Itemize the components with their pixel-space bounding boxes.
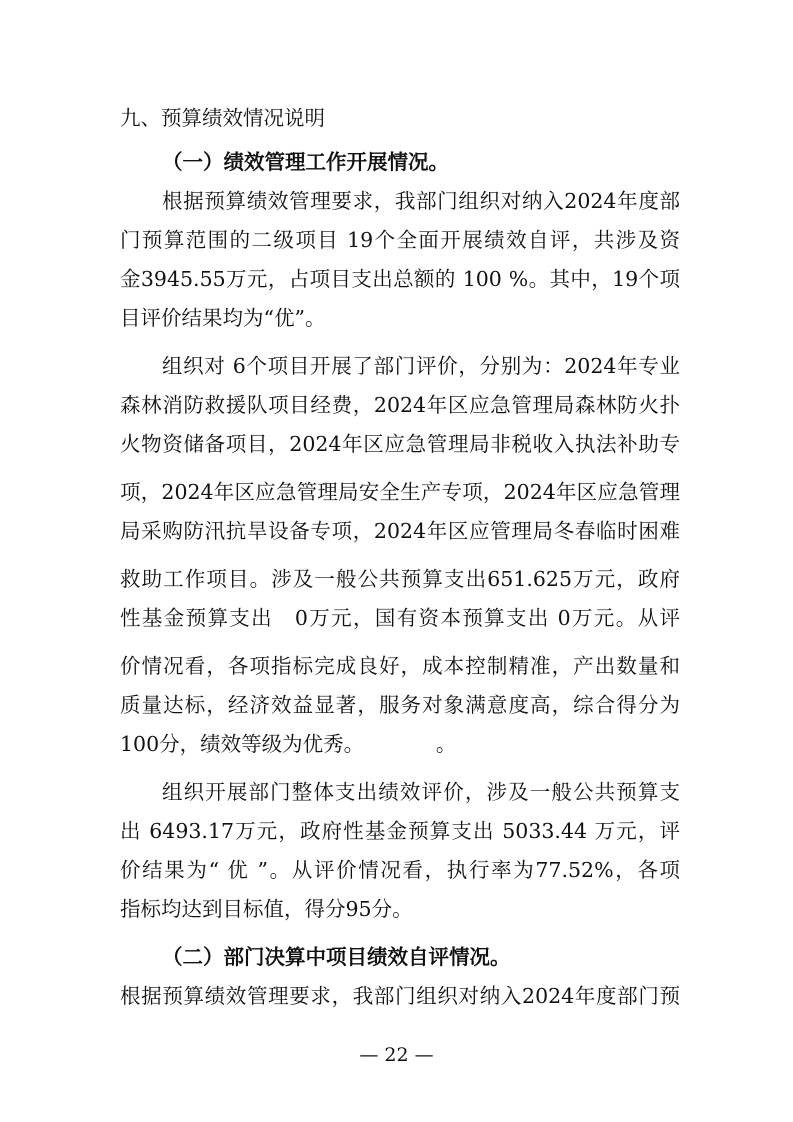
paragraph-line: 质量达标，经济效益显著，服务对象满意度高，综合得分为 xyxy=(120,693,680,717)
section2-title: （二）部门决算中项目绩效自评情况。 xyxy=(162,945,511,969)
paragraph-line: 根据预算绩效管理要求，我部门组织对纳入2024年度部 xyxy=(162,189,680,213)
paragraph-line: 100分，绩效等级为优秀。 。 xyxy=(120,732,457,756)
paragraph-line: 价结果为“ 优 ”。从评价情况看，执行率为77.52%，各项 xyxy=(120,858,680,882)
paragraph-line: 根据预算绩效管理要求，我部门组织对纳入2024年度部门预 xyxy=(120,984,680,1008)
paragraph-line: 出 6493.17万元，政府性基金预算支出 5033.44 万元，评 xyxy=(120,819,680,843)
paragraph-line: 项，2024年区应急管理局安全生产专项，2024年区应急管理 xyxy=(120,480,680,504)
section1-title: （一）绩效管理工作开展情况。 xyxy=(162,150,449,174)
paragraph-line: 组织开展部门整体支出绩效评价，涉及一般公共预算支 xyxy=(162,780,680,804)
paragraph-line: 火物资储备项目，2024年区应急管理局非税收入执法补助专 xyxy=(120,432,680,456)
paragraph-line: 森林消防救援队项目经费，2024年区应急管理局森林防火扑 xyxy=(120,393,680,417)
section-heading: 九、预算绩效情况说明 xyxy=(120,106,325,130)
paragraph-line: 目评价结果均为“优”。 xyxy=(120,306,326,330)
paragraph-line: 门预算范围的二级项目 19个全面开展绩效自评，共涉及资 xyxy=(120,228,680,252)
paragraph-line: 局采购防汛抗旱设备专项，2024年区应管理局冬春临时困难 xyxy=(120,519,680,543)
page-number: — 22 — xyxy=(359,1044,434,1066)
paragraph-line: 组织对 6个项目开展了部门评价，分别为：2024年专业 xyxy=(162,354,680,378)
paragraph-line: 指标均达到目标值，得分95分。 xyxy=(120,897,413,921)
paragraph-line: 救助工作项目。涉及一般公共预算支出651.625万元，政府 xyxy=(120,567,680,591)
paragraph-line: 金3945.55万元，占项目支出总额的 100 %。其中，19个项 xyxy=(120,267,680,291)
paragraph-line: 性基金预算支出 0万元，国有资本预算支出 0万元。从评 xyxy=(120,606,680,630)
paragraph-line: 价情况看，各项指标完成良好，成本控制精准，产出数量和 xyxy=(120,654,680,678)
